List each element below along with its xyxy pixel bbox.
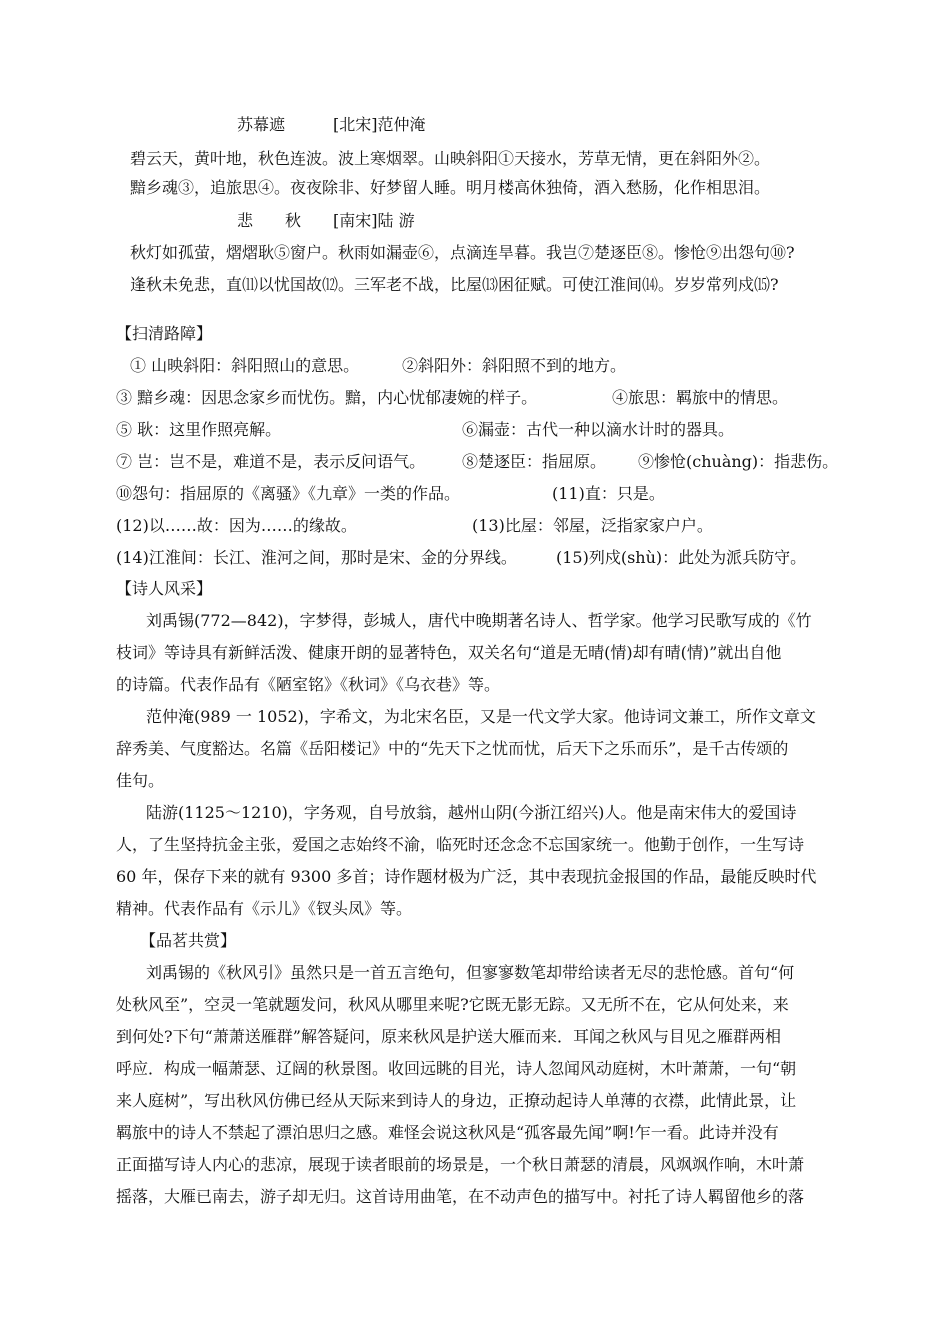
appreciation-line: 刘禹锡的《秋风引》虽然只是一首五言绝句，但寥寥数笔却带给读者无尽的悲怆感。首句“何 <box>146 963 795 982</box>
poets-line: 人，了生坚持抗金主张，爱国之志始终不渝，临死时还念念不忘国家统一。他勤于创作，一生写诗 <box>116 835 805 854</box>
poets-line: 佳句。 <box>116 771 165 790</box>
poem2-author: [南宋]陆 游 <box>333 211 415 230</box>
appreciation-line: 处秋风至”，空灵一笔就题发问，秋风从哪里来呢?它既无影无踪。又无所不在，它从何处来，来 <box>116 995 789 1014</box>
poets-line: 刘禹锡(772—842)，字梦得，彭城人，唐代中晚期著名诗人、哲学家。他学习民歌写成的《竹 <box>146 611 812 630</box>
note-item: (15)列戍(shù)：此处为派兵防守。 <box>556 548 807 567</box>
note-item: ⑥漏壶：古代一种以滴水计时的器具。 <box>462 420 735 439</box>
poets-line: 60 年，保存下来的就有 9300 多首；诗作题材极为广泛，其中表现抗金报国的作品，最能反映时代 <box>116 867 817 886</box>
poem2-line: 逢秋未免悲，直⑾以忧国故⑿。三军老不战，比屋⒀困征赋。可使江淮间⒁。岁岁常列戍⒂? <box>130 275 779 294</box>
note-item: (14)江淮间：长江、淮河之间，那时是宋、金的分界线。 <box>116 548 517 567</box>
note-item: ① 山映斜阳：斜阳照山的意思。 <box>130 356 360 375</box>
appreciation-line: 来人庭树”，写出秋风仿佛已经从天际来到诗人的身边，正撩动起诗人单薄的衣襟，此情此景，让 <box>116 1091 797 1110</box>
notes-heading: 【扫清路障】 <box>116 324 213 343</box>
poem1-line: 黯乡魂③，追旅思④。夜夜除非、好梦留人睡。明月楼高休独倚，酒入愁肠，化作相思泪。 <box>130 178 771 197</box>
poets-line: 枝词》等诗具有新鲜活泼、健康开朗的显著特色，双关名句“道是无晴(情)却有晴(情)”就出自他 <box>116 643 782 662</box>
poem1-line: 碧云天，黄叶地，秋色连波。波上寒烟翠。山映斜阳①天接水，芳草无情，更在斜阳外②。 <box>130 149 771 168</box>
note-item: ③ 黯乡魂：因思念家乡而忧伤。黯，内心忧郁凄婉的样子。 <box>116 388 538 407</box>
note-item: ⑨惨怆(chuàng)：指悲伤。 <box>638 452 839 471</box>
poem1-title: 苏幕遮 <box>237 115 286 134</box>
appreciation-line: 呼应．构成一幅萧瑟、辽阔的秋景图。收回远眺的目光，诗人忽闻风动庭树，木叶萧萧，一句“朝 <box>116 1059 797 1078</box>
note-item: ⑦ 岂：岂不是，难道不是，表示反问语气。 <box>116 452 426 471</box>
note-item: ⑩怨句：指屈原的《离骚》《九章》一类的作品。 <box>116 484 461 503</box>
note-item: ④旅思：羁旅中的情思。 <box>612 388 789 407</box>
note-item: ⑤ 耿：这里作照亮解。 <box>116 420 282 439</box>
poets-line: 的诗篇。代表作品有《陋室铭》《秋词》《乌衣巷》等。 <box>116 675 501 694</box>
poets-line: 陆游(1125～1210)，字务观，自号放翁，越州山阴(今浙江绍兴)人。他是南宋伟大的爱国诗 <box>146 803 797 822</box>
note-item: (11)直：只是。 <box>552 484 665 503</box>
note-item: (12)以……故：因为……的缘故。 <box>116 516 357 535</box>
appreciation-line: 摇落，大雁已南去，游子却无归。这首诗用曲笔，在不动声色的描写中。衬托了诗人羁留他乡的落 <box>116 1187 805 1206</box>
note-item: ②斜阳外：斜阳照不到的地方。 <box>402 356 627 375</box>
poets-line: 精神。代表作品有《示儿》《钗头凤》等。 <box>116 899 413 918</box>
poem1-author: [北宋]范仲淹 <box>333 115 426 134</box>
poets-line: 范仲淹(989 一 1052)，字希文，为北宋名臣，又是一代文学大家。他诗词文兼工，所作文章文 <box>146 707 816 726</box>
appreciation-heading: 【品茗共赏】 <box>140 931 237 950</box>
poets-line: 辞秀美、气度豁达。名篇《岳阳楼记》中的“先天下之忧而忧，后天下之乐而乐”，是千古传颂的 <box>116 739 789 758</box>
note-item: ⑧楚逐臣：指屈原。 <box>462 452 607 471</box>
appreciation-line: 羁旅中的诗人不禁起了漂泊思归之感。难怪会说这秋风是“孤客最先闻”啊!乍一看。此诗并没有 <box>116 1123 779 1142</box>
poem2-title: 悲 秋 <box>237 211 302 230</box>
appreciation-line: 正面描写诗人内心的悲凉，展现于读者眼前的场景是，一个秋日萧瑟的清晨，风飒飒作响，木叶萧 <box>116 1155 805 1174</box>
poem2-line: 秋灯如孤萤，熠熠耿⑤窗户。秋雨如漏壶⑥，点滴连旱暮。我岂⑦楚逐臣⑧。惨怆⑨出怨句⑩? <box>130 243 795 262</box>
poets-heading: 【诗人风采】 <box>116 579 213 598</box>
note-item: (13)比屋：邻屋，泛指家家户户。 <box>472 516 713 535</box>
appreciation-line: 到何处?下句“萧萧送雁群”解答疑问，原来秋风是护送大雁而来．耳闻之秋风与目见之雁群两相 <box>116 1027 781 1046</box>
